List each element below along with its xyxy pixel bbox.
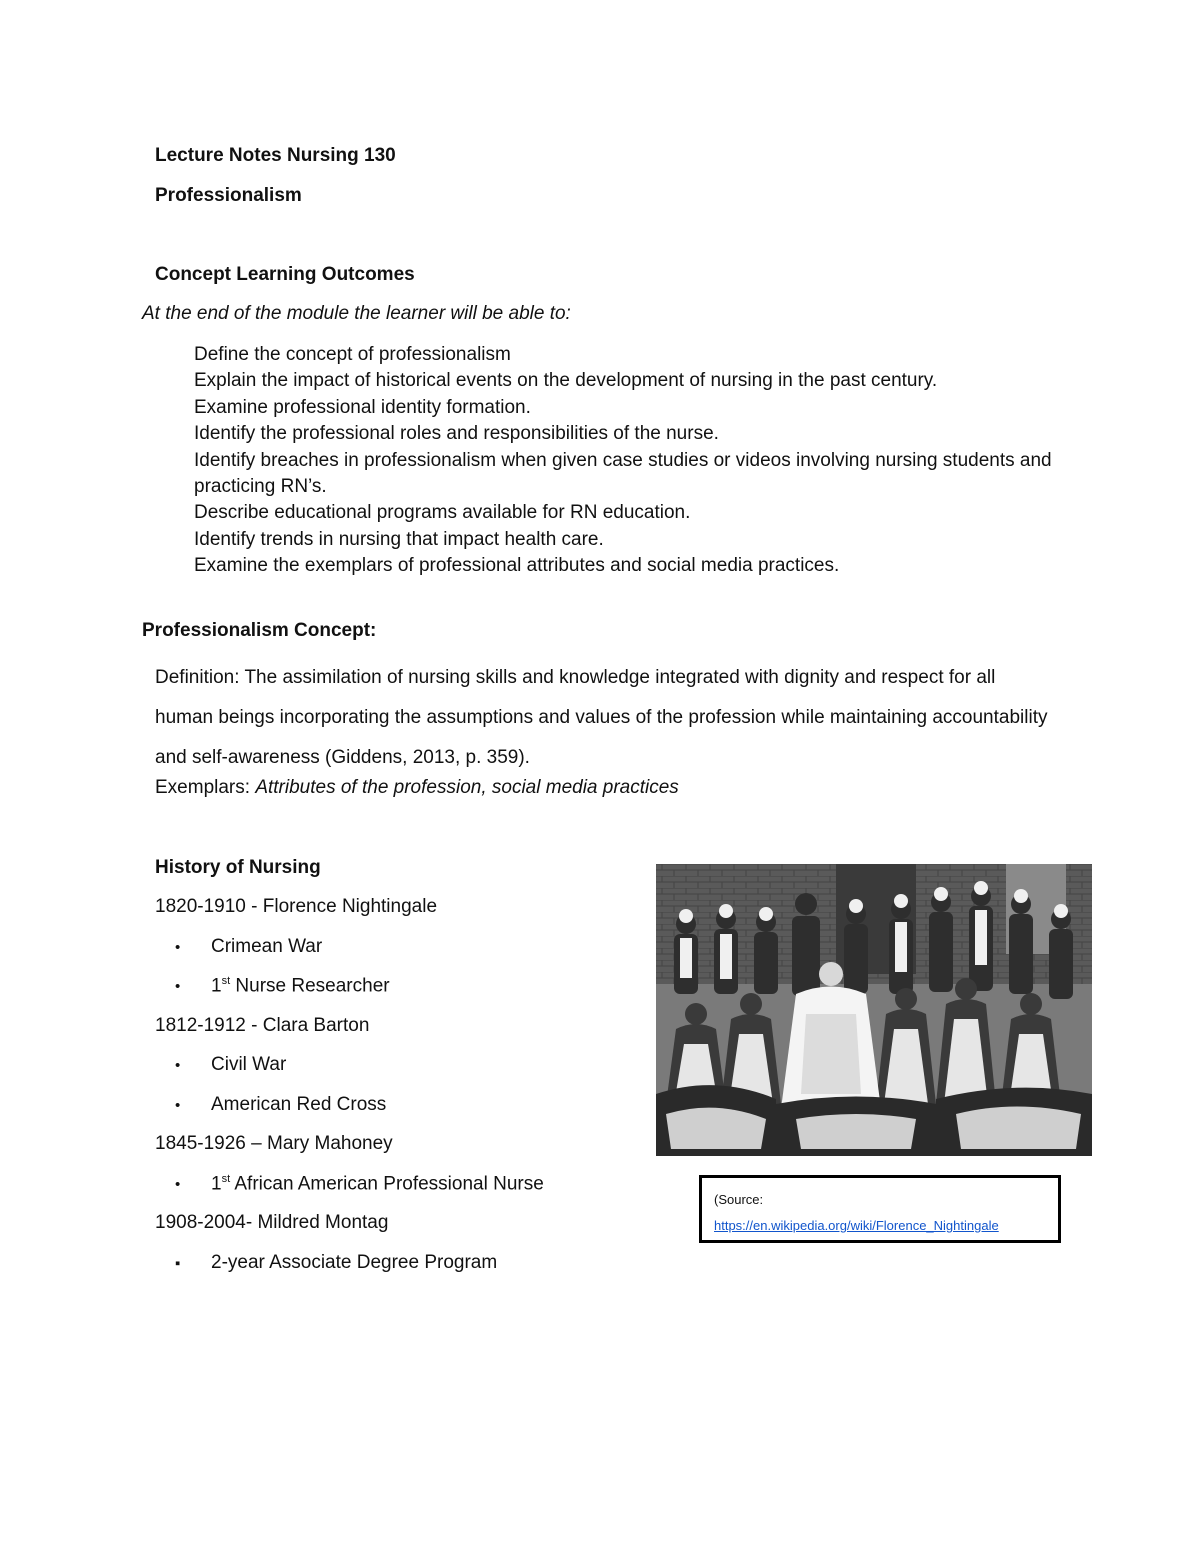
bullet-icon: • [175,1176,181,1194]
document-subtitle: Professionalism [155,185,302,206]
outcome-item: Identify breaches in professionalism when given case studies or videos involving nursing students and practicing RN’s. [194,449,1052,498]
bullet-icon: • [175,939,181,956]
history-entry-montag: 1908-2004- Mildred Montag [155,1212,389,1233]
history-bullet: • 1st Nurse Researcher [175,975,390,997]
outcome-item: Examine the exemplars of professional attributes and social media practices. [194,555,840,577]
exemplars-line [155,777,679,799]
outcomes-heading: Concept Learning Outcomes [155,264,415,285]
history-entry-nightingale: 1820-1910 - Florence Nightingale [155,896,438,917]
concept-heading: Professionalism Concept: [142,620,377,641]
outcomes-intro: At the end of the module the learner will be able to: [142,303,571,324]
history-bullet: • 1st African American Professional Nurse [175,1173,544,1195]
bullet-icon: • [175,1097,181,1114]
history-bullet: • Civil War [175,1054,287,1075]
definition-label: Definition: [155,667,240,688]
history-entry-barton: 1812-1912 - Clara Barton [155,1015,370,1036]
bullet-icon: • [175,1057,181,1074]
bullet-icon: ▪ [175,1255,181,1272]
outcome-item: Identify the professional roles and responsibilities of the nurse. [194,423,719,445]
historical-photo [656,864,1092,1156]
source-link[interactable]: https://en.wikipedia.org/wiki/Florence_Nightingale [714,1218,999,1233]
source-box [699,1175,1061,1243]
history-bullet: • Crimean War [175,936,323,957]
history-entry-mahoney: 1845-1926 – Mary Mahoney [155,1133,393,1154]
history-heading: History of Nursing [155,857,321,878]
history-bullet: • American Red Cross [175,1094,387,1115]
source-label: (Source: [714,1192,764,1207]
definition-text: The assimilation of nursing skills and knowledge integrated with dignity and respect for all human beings incorporating the assumptions and values of the profession while maintaining accountability and self-awareness (Giddens, 2013, p. 359). [155,667,1048,768]
outcome-item: Explain the impact of historical events on the development of nursing in the past century. [194,370,938,392]
bullet-icon: • [175,978,181,996]
outcome-item: Examine professional identity formation. [194,396,531,418]
outcome-item: Define the concept of professionalism [194,344,511,365]
definition-paragraph [155,658,1055,778]
exemplars-label: Exemplars: [155,777,251,798]
document-title: Lecture Notes Nursing 130 [155,145,396,166]
photo-illustration [656,864,1092,1156]
outcome-item: Identify trends in nursing that impact health care. [194,528,604,550]
exemplars-text: Attributes of the profession, social media practices [255,777,679,798]
history-bullet: ▪ 2-year Associate Degree Program [175,1252,498,1273]
outcomes-list [194,342,1074,580]
outcome-item: Describe educational programs available for RN education. [194,502,691,524]
